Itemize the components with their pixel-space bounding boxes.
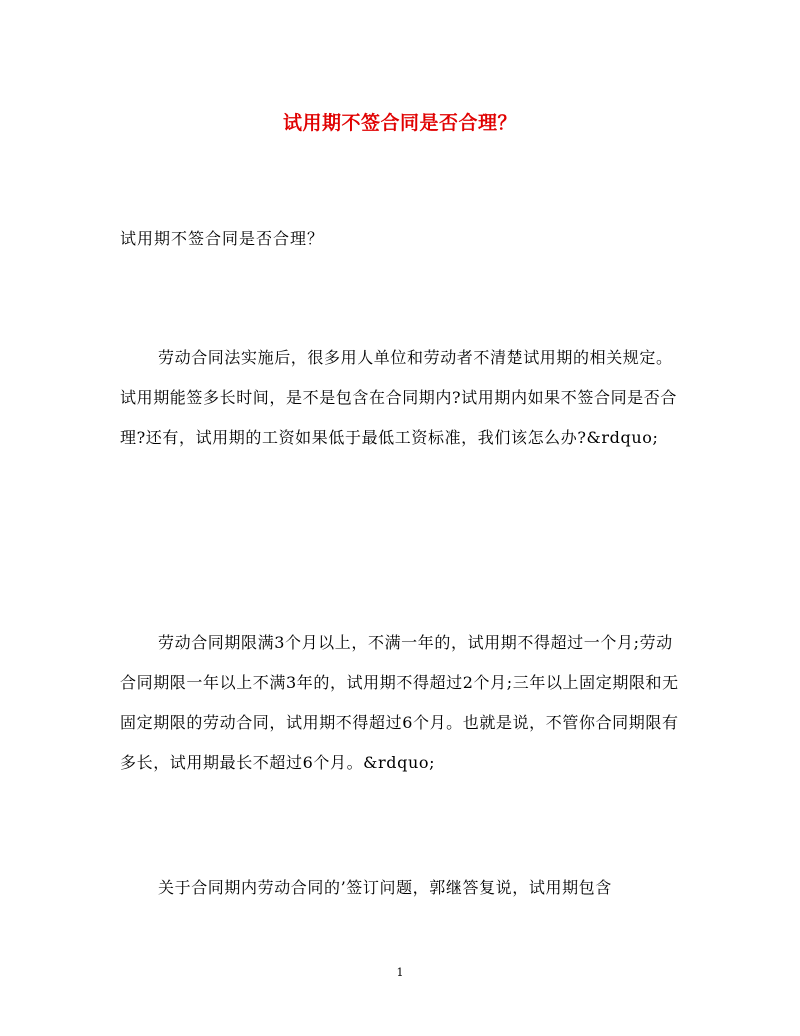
paragraph-2: 劳动合同期限满3个月以上，不满一年的，试用期不得超过一个月;劳动合同期限一年以上不满3年的，试用期不得超过2个月;三年以上固定期限和无固定期限的劳动合同，试用期不得超过6个月。也就是说，不管你合同期限有多长，试用期最长不超过6个月。&rdquo; — [120, 633, 679, 772]
document-subtitle: 试用期不签合同是否合理？ — [120, 229, 325, 248]
document-title: 试用期不签合同是否合理？ — [282, 112, 517, 134]
page-number: 1 — [396, 966, 404, 979]
paragraph-1: 劳动合同法实施后，很多用人单位和劳动者不清楚试用期的相关规定。试用期能签多长时间，是不是包含在合同期内?试用期内如果不签合同是否合理?还有，试用期的工资如果低于最低工资标准，我们该怎么办?&rdquo; — [120, 348, 677, 447]
paragraph-3: 关于合同期内劳动合同的’签订问题，郭继答复说，试用期包含 — [158, 878, 612, 897]
